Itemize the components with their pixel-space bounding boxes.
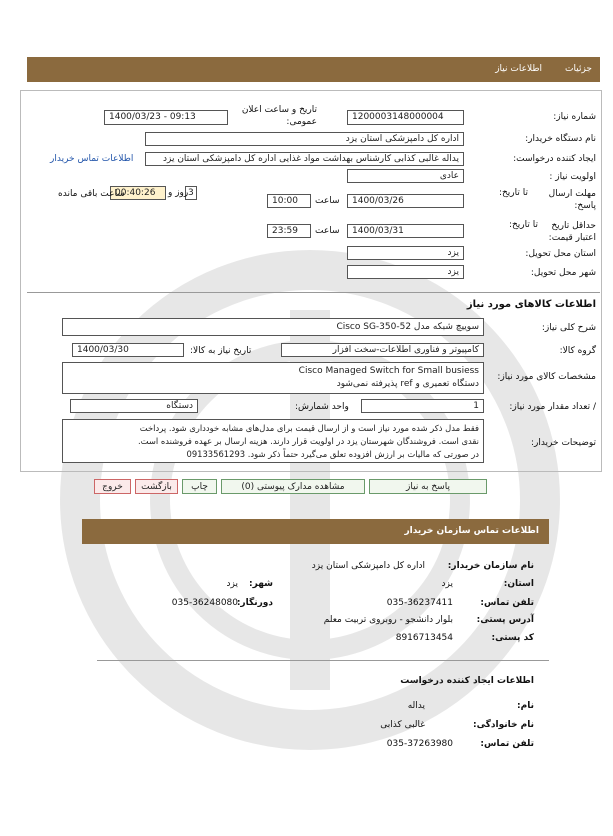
days-count-field: 3 [185,186,197,200]
buyer-contact-link[interactable]: اطلاعات تماس خریدار [50,154,134,164]
first-name-label: نام: [517,701,534,711]
city-label: شهر: [249,579,273,589]
reply-time-label: ساعت [315,196,340,206]
breadcrumb-need-info[interactable]: اطلاعات نیاز [495,64,542,74]
specs-line-1: Cisco Managed Switch for Small busiess [298,366,479,376]
group-field: کامپیوتر و فناوری اطلاعات-سخت افزار [281,343,484,357]
address-label: آدرس پستی: [476,615,534,625]
reply-date-field: 1400/03/26 [347,194,464,208]
postal-value: 8916713454 [395,633,453,643]
price-validity-label: حداقل تاریخ اعتبار قیمت: [548,221,596,243]
need-date-field: 1400/03/30 [72,343,184,357]
creator-phone-label: تلفن تماس: [480,739,534,749]
specs-field [62,362,484,394]
reply-button[interactable]: پاسخ به نیاز [369,479,487,494]
org-name-label: نام سازمان خریدار: [447,561,534,571]
remaining-label: ساعت باقی مانده [58,189,125,199]
province-label: استان: [503,579,534,589]
org-name-value: اداره کل دامپزشکی استان یزد [311,561,425,571]
buyer-notes-line-1: فقط مدل ذکر شده مورد نیاز است و از ارسال قیمت برای مدل‌های مشابه خودداری شود. پرداخت [139,423,479,433]
summary-label: شرح کلی نیاز: [541,323,596,333]
contact-divider [97,660,549,661]
unit-field: دستگاه [70,399,198,413]
phone-label: تلفن تماس: [480,598,534,608]
need-info-frame [20,90,602,472]
unit-label: واحد شمارش: [295,402,349,412]
back-button[interactable]: بازگشت [135,479,178,494]
price-date-field: 1400/03/31 [347,224,464,238]
delivery-province-label: استان محل تحویل: [525,249,596,259]
remaining-time-field: 00:40:26 [110,186,166,200]
need-date-label: تاریخ نیاز به کالا: [190,346,252,356]
buyer-org-label: نام دستگاه خریدار: [525,134,596,144]
exit-button[interactable]: خروج [94,479,131,494]
group-label: گروه کالا: [559,346,596,356]
qty-field: 1 [361,399,484,413]
buyer-notes-field [62,419,484,463]
summary-field: سوییچ شبکه مدل Cisco SG-350-52 [62,318,484,336]
contact-section-header [82,519,549,544]
goods-section-title: اطلاعات کالاهای مورد نیاز [466,299,596,310]
specs-label: مشخصات کالای مورد نیاز: [497,372,596,382]
creator-phone-value: 035-37263980 [386,739,453,749]
reply-deadline-label: مهلت ارسال پاسخ: [548,189,596,211]
announce-field: 1400/03/23 - 09:13 [104,110,228,125]
phone-value: 035-36237411 [386,598,453,608]
delivery-province-field: یزد [347,246,464,260]
province-value: یزد [441,579,453,589]
postal-label: کد پستی: [491,633,534,643]
buyer-notes-line-2: نقدی است. فروشندگان شهرستان یزد در اولویت قرار دارند. هزینه ارسال بر عهده فروشنده است. [137,436,479,446]
announce-label: تاریخ و ساعت اعلان عمومی: [241,105,317,127]
need-number-field: 1200003148000004 [347,110,464,125]
reply-time-field: 10:00 [267,194,311,208]
creator-info-title: اطلاعات ایجاد کننده درخواست [400,676,534,686]
print-button[interactable]: چاپ [182,479,217,494]
fax-label: دورنگار: [236,598,273,608]
contact-section-title: اطلاعات تماس سازمان خریدار [404,526,539,536]
last-name-label: نام خانوادگی: [472,720,534,730]
buyer-org-field: اداره کل دامپزشکی استان یزد [145,132,464,146]
delivery-city-field: یزد [347,265,464,279]
top-header [27,57,600,82]
days-label: روز و [168,188,189,198]
price-time-field: 23:59 [267,224,311,238]
price-to-date-label: تا تاریخ: [508,220,538,230]
creator-field: یداله غالبی کذابی کارشناس بهداشت مواد غذایی اداره کل دامپزشکی استان یزد [145,152,464,166]
view-attachments-button[interactable]: مشاهده مدارک پیوستی (0) [221,479,365,494]
fax-value: 035-36248080 [171,598,238,608]
last-name-value: غالبی کذابی [380,720,425,730]
priority-label: اولویت نیاز : [549,172,596,182]
first-name-value: یداله [407,701,425,711]
buyer-notes-line-3: در صورتی که مالیات بر ارزش افزوده تعلق می‌گیرد حتماً ذکر شود. 09133561293 [186,449,479,459]
divider [27,292,600,293]
creator-label: ایجاد کننده درخواست: [513,154,596,164]
specs-line-2: دستگاه تعمیری و ref پذیرفته نمی‌شود [336,379,479,389]
price-time-label: ساعت [315,226,340,236]
city-value: یزد [226,579,238,589]
buyer-notes-label: توضیحات خریدار: [530,438,596,448]
address-value: بلوار دانشجو - روبروی تربیت معلم [323,615,453,625]
breadcrumb-details[interactable]: جزئیات [565,64,592,74]
reply-to-date-label: تا تاریخ: [498,188,528,198]
need-number-label: شماره نیاز: [553,112,596,122]
priority-field: عادی [347,169,464,183]
qty-label: / تعداد مقدار مورد نیاز: [509,402,596,412]
delivery-city-label: شهر محل تحویل: [530,268,596,278]
